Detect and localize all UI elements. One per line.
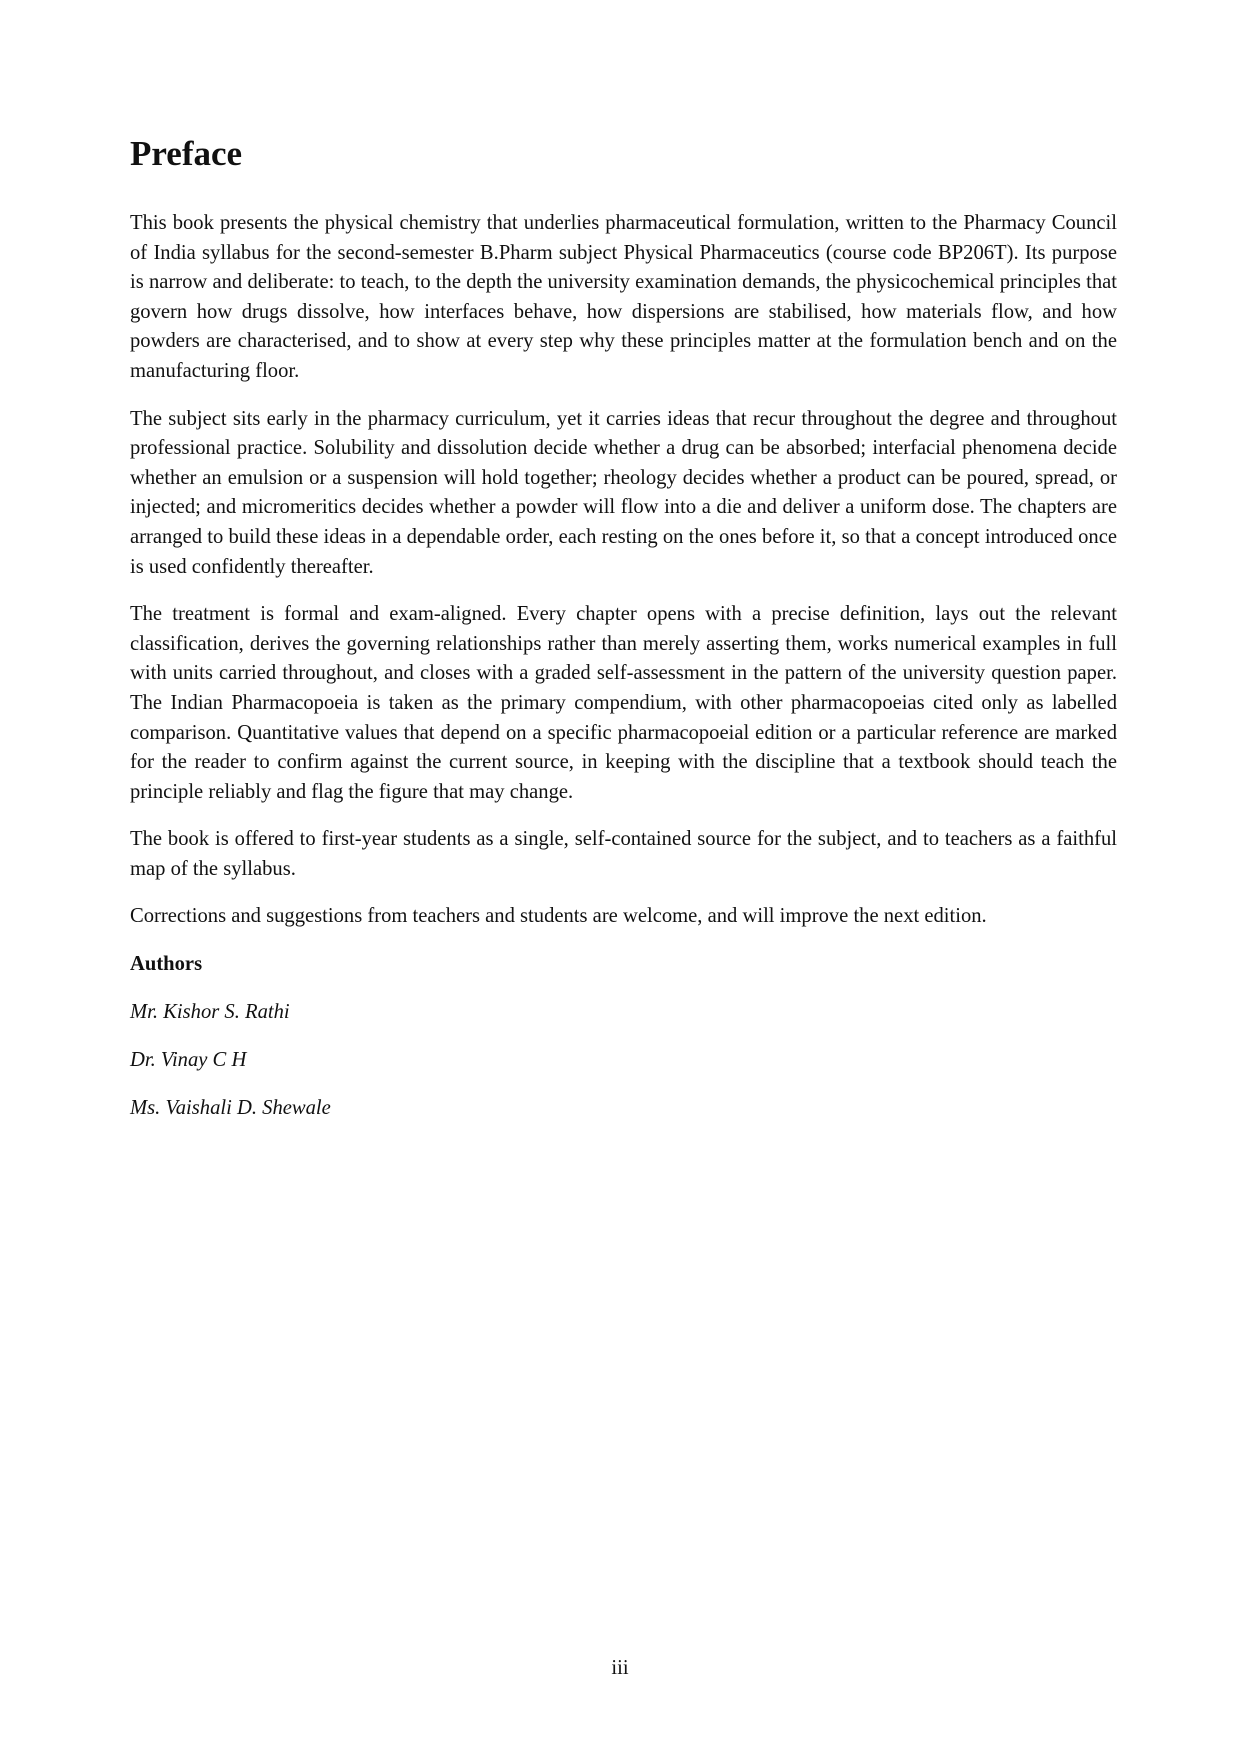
paragraph: Corrections and suggestions from teachers and students are welcome, and will improve the next edition.: [130, 905, 987, 928]
paragraph: The treatment is formal and exam-aligned. Every chapter opens with a precise definition, lays out the relevant classification, derives the governing relationships rather than merely asserting them, works numerical examples in full with units carried throughout, and closes with a graded self-assessment in the pattern of the university question paper. The Indian Pharmacopoeia is taken as the primary compendium, with other pharmacopoeias cited only as labelled comparison. Quantitative values that depend on a specific pharmacopoeial edition or a particular reference are marked for the reader to confirm against the current source, in keeping with the discipline that a textbook should teach the principle reliably and flag the figure that may change.: [130, 603, 1117, 803]
page-number: iii: [611, 1657, 629, 1679]
paragraph: The subject sits early in the pharmacy curriculum, yet it carries ideas that recur throughout the degree and throughout professional practice. Solubility and dissolution decide whether a drug can be absorbed; interfacial phenomena decide whether an emulsion or a suspension will hold together; rheology decides whether a product can be poured, spread, or injected; and micromeritics decides whether a powder will flow into a die and deliver a uniform dose. The chapters are arranged to build these ideas in a dependable order, each resting on the ones before it, so that a concept introduced once is used confidently thereafter.: [130, 407, 1117, 578]
page-title: Preface: [130, 134, 243, 173]
paragraph: The book is offered to first-year students as a single, self-contained source for the subject, and to teachers as a faithful map of the syllabus.: [130, 828, 1117, 880]
preface-body: [130, 209, 1117, 1142]
author-name: Dr. Vinay C H: [130, 1048, 247, 1071]
author-name: Ms. Vaishali D. Shewale: [130, 1096, 331, 1119]
author-name: Mr. Kishor S. Rathi: [130, 1000, 290, 1023]
authors-heading: Authors: [130, 953, 203, 976]
paragraph: This book presents the physical chemistry that underlies pharmaceutical formulation, written to the Pharmacy Council of India syllabus for the second-semester B.Pharm subject Physical Pharmaceutics (course code BP206T). Its purpose is narrow and deliberate: to teach, to the depth the university examination demands, the physicochemical principles that govern how drugs dissolve, how interfaces behave, how dispersions are stabilised, how materials flow, and how powders are characterised, and to show at every step why these principles matter at the formulation bench and on the manufacturing floor.: [130, 212, 1117, 382]
